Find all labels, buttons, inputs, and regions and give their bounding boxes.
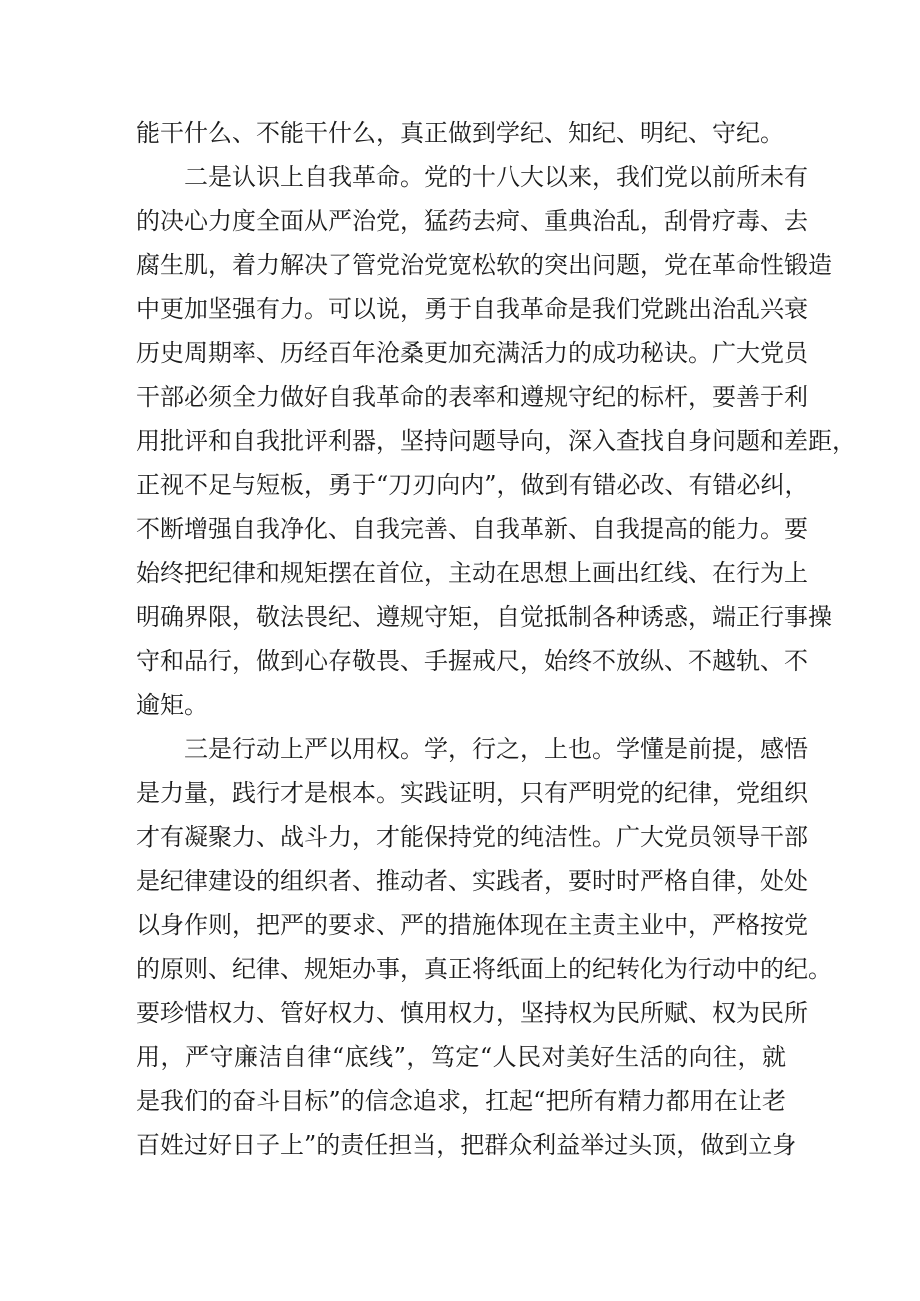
text-line: 百姓过好日子上”的责任担当，把群众利益举过头顶，做到立身 bbox=[136, 1131, 797, 1159]
text-line: 中更加坚强有力。可以说，勇于自我革命是我们党跳出治乱兴衰 bbox=[136, 295, 808, 323]
text-line: 是力量，践行才是根本。实践证明，只有严明党的纪律，党组织 bbox=[136, 779, 808, 807]
text-line: 用批评和自我批评利器，坚持问题导向，深入查找自身问题和差距， bbox=[136, 427, 856, 455]
text-line: 是纪律建设的组织者、推动者、实践者，要时时严格自律，处处 bbox=[136, 867, 808, 895]
paragraph-first-line: 三是行动上严以用权。学，行之，上也。学懂是前提，感悟 bbox=[184, 735, 808, 763]
text-line: 不断增强自我净化、自我完善、自我革新、自我提高的能力。要 bbox=[136, 515, 808, 543]
text-line: 正视不足与短板，勇于“刀刃向内”，做到有错必改、有错必纠， bbox=[136, 471, 809, 499]
text-line: 干部必须全力做好自我革命的表率和遵规守纪的标杆，要善于利 bbox=[136, 383, 808, 411]
text-line: 历史周期率、历经百年沧桑更加充满活力的成功秘诀。广大党员 bbox=[136, 339, 808, 367]
paragraph-first-line: 二是认识上自我革命。党的十八大以来，我们党以前所未有 bbox=[184, 163, 808, 191]
text-line: 能干什么、不能干什么，真正做到学纪、知纪、明纪、守纪。 bbox=[136, 119, 784, 147]
text-line: 才有凝聚力、战斗力，才能保持党的纯洁性。广大党员领导干部 bbox=[136, 823, 808, 851]
body-text bbox=[136, 111, 856, 1167]
text-line: 的原则、纪律、规矩办事，真正将纸面上的纪转化为行动中的纪。 bbox=[136, 955, 832, 983]
text-line: 始终把纪律和规矩摆在首位，主动在思想上画出红线、在行为上 bbox=[136, 559, 808, 587]
text-line: 用，严守廉洁自律“底线”，笃定“人民对美好生活的向往，就 bbox=[136, 1043, 786, 1071]
text-line: 以身作则，把严的要求、严的措施体现在主责主业中，严格按党 bbox=[136, 911, 808, 939]
text-line: 腐生肌，着力解决了管党治党宽松软的突出问题，党在革命性锻造 bbox=[136, 251, 832, 279]
text-line: 明确界限，敬法畏纪、遵规守矩，自觉抵制各种诱惑，端正行事操 bbox=[136, 603, 832, 631]
text-line: 是我们的奋斗目标”的信念追求，扛起“把所有精力都用在让老 bbox=[136, 1087, 786, 1115]
text-line: 要珍惜权力、管好权力、慎用权力，坚持权为民所赋、权为民所 bbox=[136, 999, 808, 1027]
paragraph-last-line: 逾矩。 bbox=[136, 691, 208, 719]
text-line: 的决心力度全面从严治党，猛药去疴、重典治乱，刮骨疗毒、去 bbox=[136, 207, 808, 235]
text-line: 守和品行，做到心存敬畏、手握戒尺，始终不放纵、不越轨、不 bbox=[136, 647, 808, 675]
